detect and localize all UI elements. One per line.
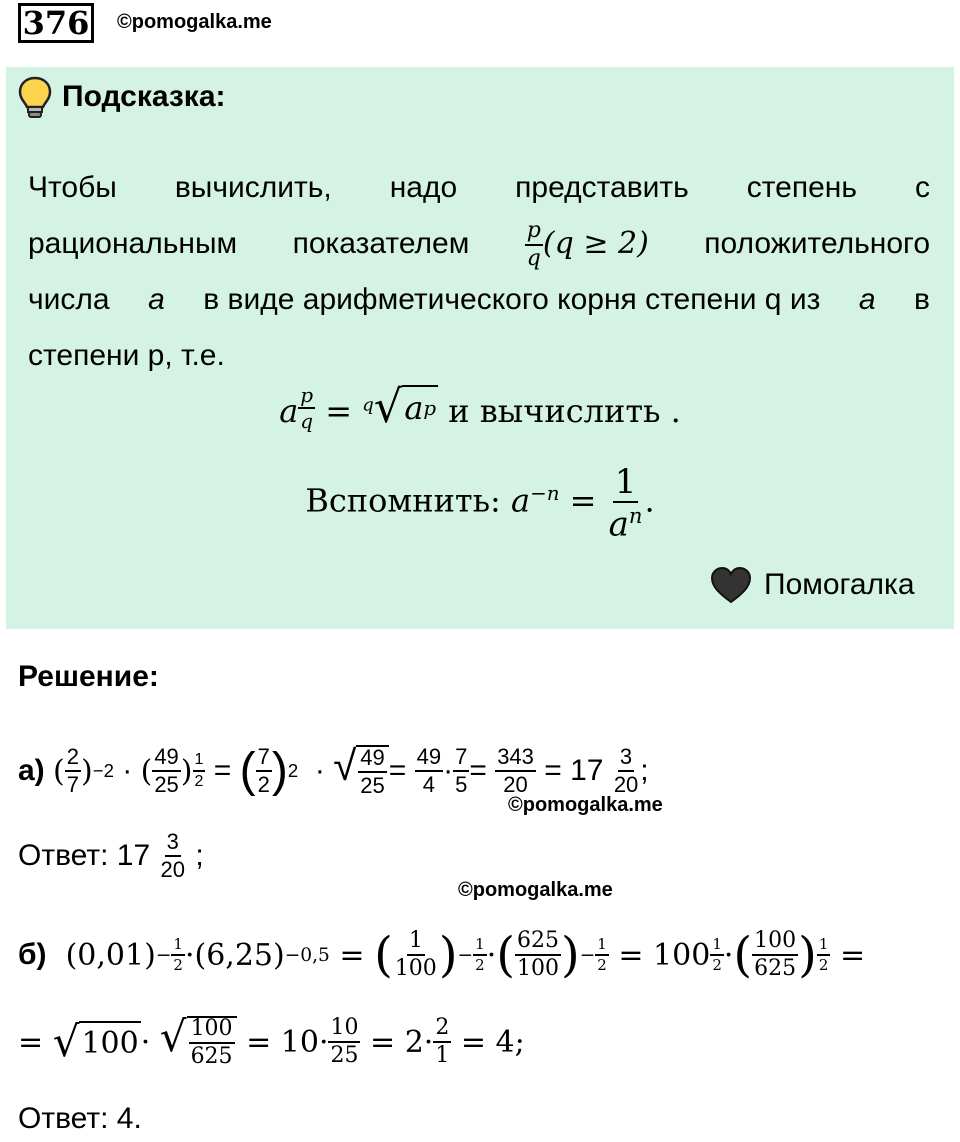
hint-title: Подсказка: bbox=[62, 80, 226, 113]
formula-tail: и вычислить . bbox=[448, 392, 681, 430]
var-a: a bbox=[148, 283, 165, 316]
hint-line-3 bbox=[28, 272, 930, 328]
hint-word: числа bbox=[28, 283, 110, 316]
hint-line-4 bbox=[28, 328, 930, 384]
watermark: ©pomogalka.me bbox=[117, 11, 272, 33]
hint-word: с bbox=[914, 171, 930, 204]
solution-title: Решение: bbox=[18, 660, 159, 693]
hint-word: в bbox=[914, 283, 930, 316]
hint-word: Чтобы bbox=[28, 171, 117, 204]
hint-word: вычислить, bbox=[174, 171, 332, 204]
watermark: ©pomogalka.me bbox=[458, 879, 613, 901]
hint-word: показателем bbox=[292, 227, 470, 260]
hint-word: рациональным bbox=[28, 227, 238, 260]
watermark: ©pomogalka.me bbox=[508, 794, 663, 816]
part-b-label: б) bbox=[18, 938, 47, 971]
remember-label: Вспомнить: bbox=[305, 481, 501, 520]
answer-label: Ответ: bbox=[18, 839, 109, 872]
answer-b: Ответ: 4. bbox=[18, 1102, 142, 1135]
hint-word: надо bbox=[389, 171, 458, 204]
hint-line-1 bbox=[28, 160, 930, 216]
task-number: 376 bbox=[18, 3, 94, 43]
lightbulb-icon bbox=[18, 76, 52, 120]
solution-b-line-1: б) (0,01) − $\frac{1}{2}$ ·(6,25) −0,5 = ( $\frac{1}{100}$ ) − $\frac{1}{2}$ · ( $\frac{625}{100}$ ) − $\frac{1}{2}$ = 100 $\frac{1}{2}$ · ( $\frac{100}{625}$ ) $\frac{1}{2}$ = bbox=[18, 927, 866, 983]
answer-whole: 17 bbox=[116, 839, 151, 872]
hint-phrase: в виде арифметического корня степени q из bbox=[203, 283, 821, 316]
solution-a: а) ( $\frac{2}{7}$ ) −2 · ( $\frac{49}{25}$ ) $\frac{1}{2}$ = ( $\frac{7}{2}$ ) 2 · √ $\frac{49}{25}$ = $\frac{49}{4}$ · $\frac{7}{5}$ = $\frac{343}{20}$ = 17 $\frac{3}{20}$ ; bbox=[18, 742, 649, 798]
solution-b-line-2: = √ 100 · √ $\frac{100}{625}$ = 10· $\frac{10}{25}$ = 2· $\frac{2}{1}$ = 4; bbox=[18, 1012, 525, 1069]
hint-word: представить bbox=[515, 171, 689, 204]
signature bbox=[710, 566, 915, 604]
root-formula: a $\frac{p}{q}$ = $^q$ √ a p и вычислить . bbox=[279, 380, 681, 433]
var-a: a bbox=[858, 283, 876, 316]
part-a-label: а) bbox=[18, 754, 45, 787]
hint-line-2 bbox=[28, 216, 930, 272]
hint-text bbox=[28, 160, 930, 384]
hint-word: положительного bbox=[704, 227, 930, 260]
heart-icon bbox=[710, 566, 752, 604]
negative-exponent-formula: Вспомнить: $a^{-n}$ = $\frac{1}{a^n}$ . bbox=[305, 462, 655, 545]
hint-word: степень bbox=[746, 171, 857, 204]
signature-text: Помогалка bbox=[764, 568, 915, 601]
exponent-expression: $\frac{p}{q}$ (q ≥ 2) bbox=[526, 218, 649, 271]
hint-word: степени p, т.е. bbox=[28, 339, 225, 372]
answer-a: Ответ: 17 $\frac{3}{20}$ ; bbox=[18, 829, 204, 882]
